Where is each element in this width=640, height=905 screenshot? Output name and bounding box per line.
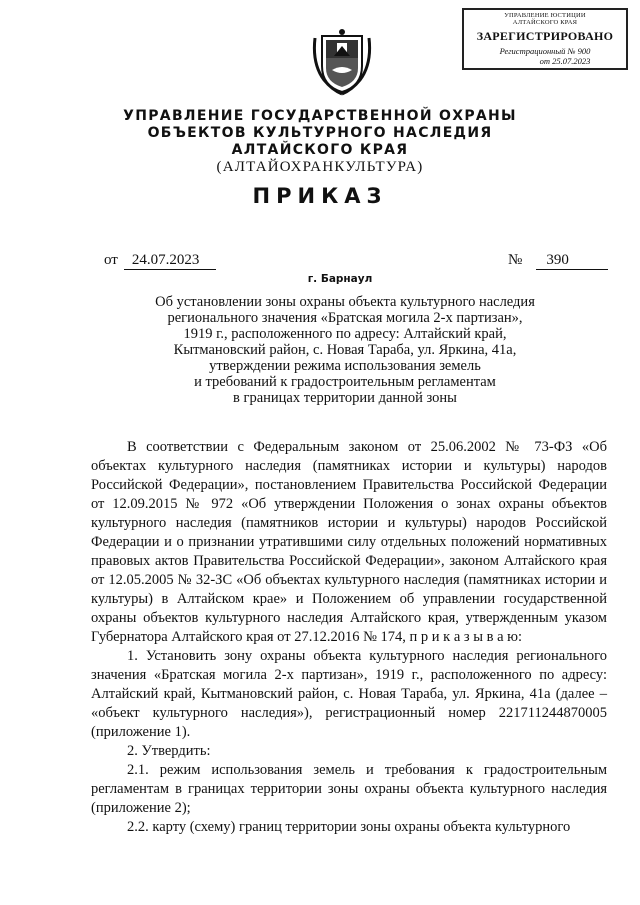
date-value: 24.07.2023 (124, 252, 216, 270)
number-value: 390 (536, 252, 608, 270)
coat-of-arms-icon (312, 28, 372, 96)
number-prefix: № (508, 252, 523, 268)
order-date (104, 252, 216, 270)
stamp-org-line1: УПРАВЛЕНИЕ ЮСТИЦИИ (504, 12, 586, 19)
stamp-org-line2: АЛТАЙСКОГО КРАЯ (512, 19, 578, 26)
header-line2: ОБЪЕКТОВ КУЛЬТУРНОГО НАСЛЕДИЯ (147, 125, 493, 141)
order-number (508, 252, 608, 270)
date-prefix: от (104, 252, 118, 268)
subject-line: Кытмановский район, с. Новая Тараба, ул. Яркина, 41а, (173, 342, 517, 358)
paragraph: В соответствии с Федеральным законом от 25.06.2002 № 73-ФЗ «Об объектах культурного наследия (памятниках истории и культуры) народов Российской Федерации», постановлением Правительства Российской Федерации от 12.09.2015 № 972 «Об утверждении Положения о зонах охраны объектов культурного наследия (памятников истории и культуры) народов Российской Федерации и о признании утратившими силу отдельных положений нормативных правовых актов Правительства Российской Федерации», законом Алтайского края от 12.05.2005 № 32-ЗС «Об объектах культурного наследия (памятниках истории и культуры) в Алтайском крае» и Положением об управлении государственной охраны объектов культурного наследия Алтайского края, утвержденным указом Губернатора Алтайского края от 27.12.2016 № 174, п р и к а з ы в а ю: (91, 439, 607, 645)
subject-line: Об установлении зоны охраны объекта культурного наследия (155, 294, 535, 310)
order-body (91, 438, 607, 837)
paragraph: 2. Утвердить: (127, 743, 211, 759)
header-line3: АЛТАЙСКОГО КРАЯ (231, 142, 409, 158)
paragraph: 2.1. режим использования земель и требования к градостроительным регламентам в границах территории зоны охраны объекта культурного наследия (приложение 2); (91, 762, 607, 816)
paragraph: 2.2. карту (схему) границ территории зоны охраны объекта культурного (127, 819, 571, 835)
document-type: ПРИКАЗ (252, 184, 388, 208)
agency-header (0, 108, 640, 176)
subject-line: утверждении режима использования земель (209, 358, 481, 374)
stamp-reg-number: Регистрационный № 900 (499, 46, 591, 56)
header-line1: УПРАВЛЕНИЕ ГОСУДАРСТВЕННОЙ ОХРАНЫ (123, 108, 517, 124)
header-line4: (АЛТАЙОХРАНКУЛЬТУРА) (216, 159, 424, 175)
subject-line: и требований к градостроительным регламентам (194, 374, 496, 390)
city: г. Барнаул (307, 273, 373, 285)
subject-line: 1919 г., расположенного по адресу: Алтайский край, (183, 326, 507, 342)
subject-line: в границах территории данной зоны (233, 390, 457, 406)
registration-stamp (462, 8, 628, 70)
stamp-reg-date: от 25.07.2023 (539, 56, 591, 66)
stamp-status: ЗАРЕГИСТРИРОВАНО (476, 29, 614, 43)
subject-line: регионального значения «Братская могила 2-х партизан», (167, 310, 523, 326)
paragraph: 1. Установить зону охраны объекта культурного наследия регионального значения «Братская могила 2-х партизан», 1919 г., расположенного по адресу: Алтайский край, Кытмановский район, с. Новая Тараба, ул. Яркина, 41а (далее – «объект культурного наследия»), регистрационный номер 221711244870005 (приложение 1). (91, 648, 607, 740)
order-subject (100, 294, 590, 406)
